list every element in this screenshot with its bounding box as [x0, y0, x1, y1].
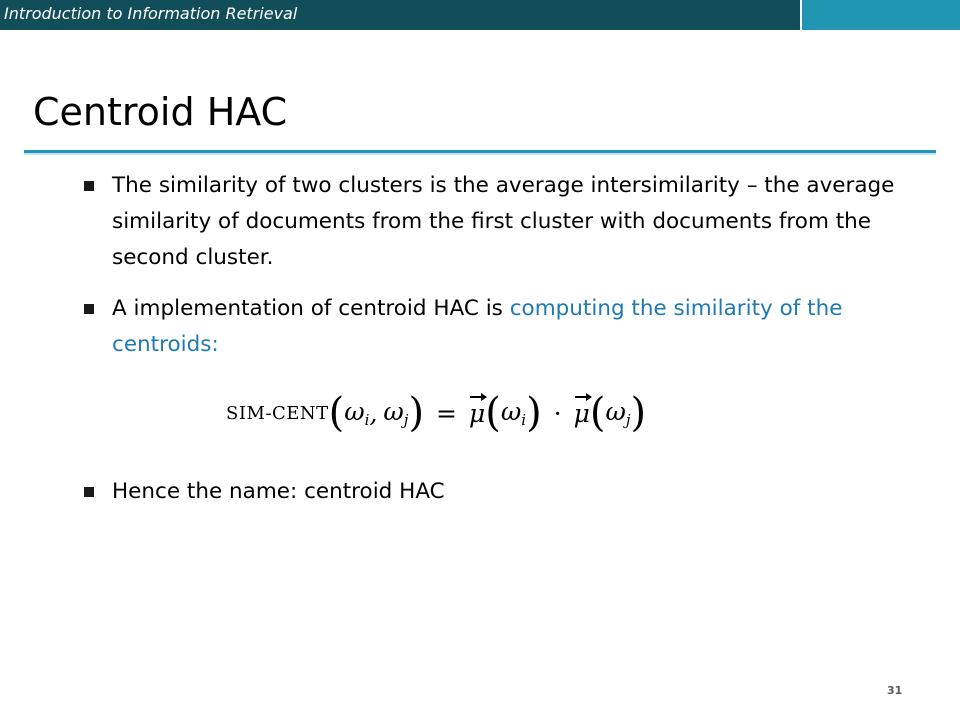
formula-open-paren-2: ( [485, 390, 501, 436]
square-bullet-icon [84, 487, 94, 497]
square-bullet-icon [84, 304, 94, 314]
formula-close-paren: ) [408, 390, 425, 436]
formula-comma: , [369, 398, 378, 428]
square-bullet-icon [84, 181, 94, 191]
bullet-text: The similarity of two clusters is the average intersimilarity – the average similarity of documents from the first cluster with documents from the second cluster. [112, 173, 895, 270]
bullet-item [78, 474, 918, 510]
bullet-text: Hence the name: centroid HAC [112, 479, 445, 504]
formula-close-paren-2: ) [526, 390, 542, 436]
bullet-text: A implementation of centroid HAC is [112, 296, 510, 321]
bullet-highlight-text: computing the similarity of the centroids: [112, 296, 843, 357]
sim-cent-formula [226, 390, 646, 436]
bullet-list [78, 168, 918, 378]
slide-title: Centroid HAC [33, 90, 288, 134]
formula-function-name: SIM-CENT [226, 402, 329, 424]
bullet-item [78, 291, 918, 363]
course-title: Introduction to Information Retrieval [4, 4, 298, 23]
slide-number: 31 [887, 684, 903, 697]
formula-omega-i-2: $\omega_i$ [500, 397, 527, 429]
bullet-list-lower [78, 474, 918, 525]
header-accent-bar [802, 0, 960, 30]
formula-omega-j: $\omega_j$ [383, 397, 409, 429]
formula-omega-j-2: $\omega_j$ [605, 397, 631, 429]
formula-close-paren-3: ) [630, 390, 647, 436]
bullet-item [78, 168, 918, 276]
formula-mu-vector-2: μ [573, 398, 590, 428]
formula-omega-i: $\omega_i$ [344, 397, 370, 429]
formula-dot: · [553, 398, 562, 428]
formula-open-paren: ( [328, 390, 345, 436]
header-bar [0, 0, 800, 30]
formula-open-paren-3: ( [589, 390, 606, 436]
title-underline-shadow [24, 153, 936, 155]
formula-equals: = [436, 398, 457, 428]
formula-mu-vector: μ [469, 398, 486, 428]
